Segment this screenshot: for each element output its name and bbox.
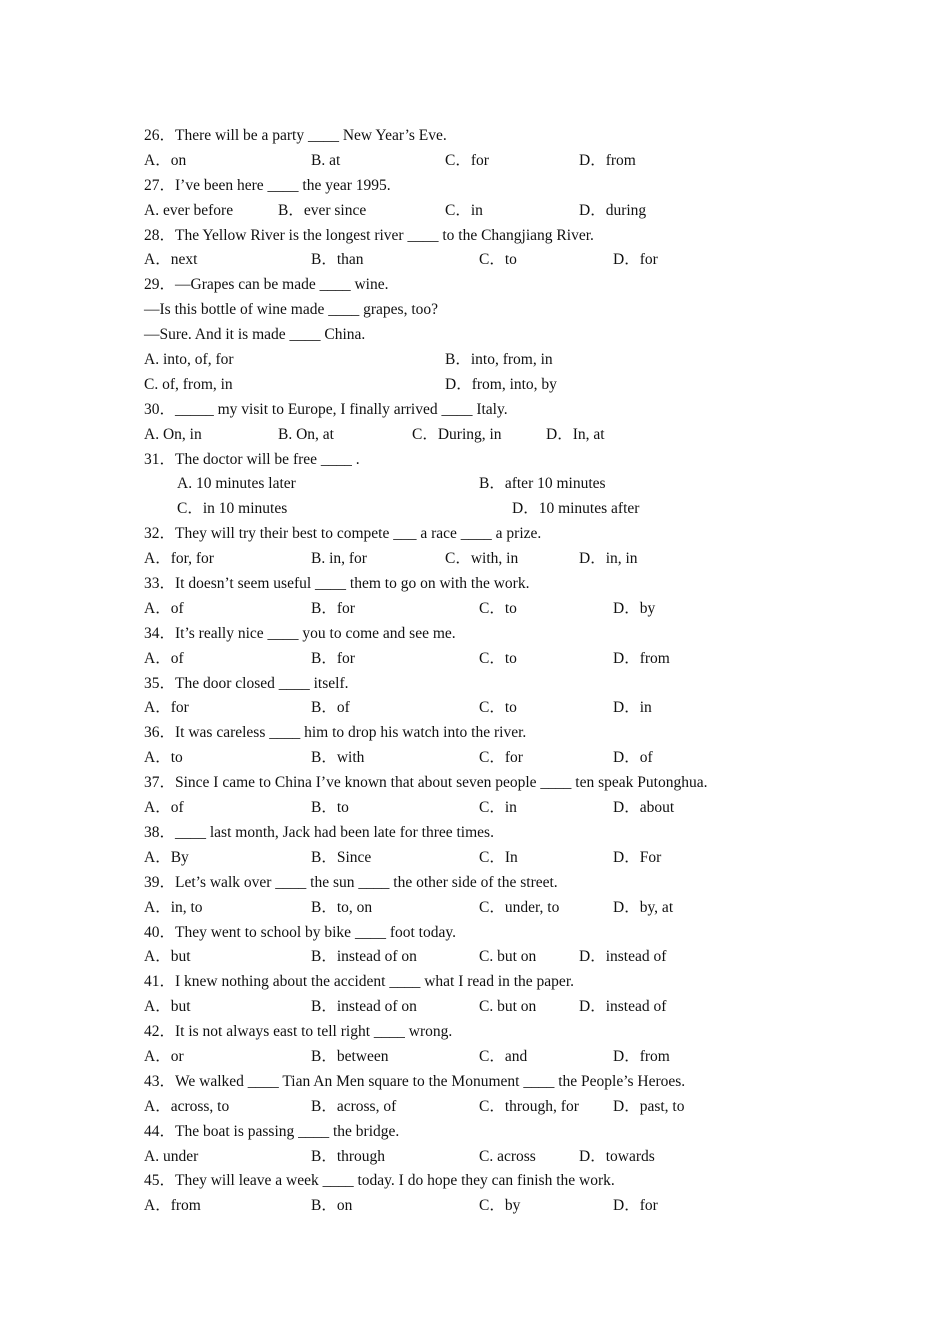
question-stem: 30．_____ my visit to Europe, I finally arrived ____ Italy. — [144, 400, 508, 418]
answer-options-row — [0, 846, 950, 871]
question-stem: 35．The door closed ____ itself. — [144, 674, 349, 692]
question-stem: 39．Let’s walk over ____ the sun ____ the other side of the street. — [144, 873, 558, 891]
answer-option: D．by, at — [613, 898, 674, 916]
answer-option: A. into, of, for — [144, 351, 234, 369]
question-item — [0, 871, 950, 921]
answer-options-row — [0, 1095, 950, 1120]
answer-option: B．for — [311, 649, 355, 667]
question-stem-line — [0, 224, 950, 249]
answer-option: C．in — [445, 201, 483, 219]
answer-option: D．For — [613, 848, 662, 866]
question-stem-line — [0, 124, 950, 149]
question-stem: 29．—Grapes can be made ____ wine. — [144, 276, 389, 294]
question-item — [0, 1020, 950, 1070]
question-stem: 26．There will be a party ____ New Year’s Eve. — [144, 127, 447, 144]
answer-option: D．for — [613, 251, 658, 269]
answer-option: D．for — [613, 1197, 658, 1215]
answer-option: A．but — [144, 998, 191, 1016]
question-stem: 45．They will leave a week ____ today. I do hope they can finish the work. — [144, 1172, 615, 1190]
answer-option: A．but — [144, 948, 191, 966]
question-stem: 28．The Yellow River is the longest river ____ to the Changjiang River. — [144, 226, 594, 244]
question-item — [0, 970, 950, 1020]
answer-options-row — [0, 497, 950, 522]
answer-option: D．past, to — [613, 1097, 685, 1115]
answer-option: B. in, for — [311, 550, 367, 568]
answer-option: C．In — [479, 848, 518, 866]
question-stem-line — [0, 398, 950, 423]
question-item — [0, 273, 950, 397]
answer-option: A．of — [144, 799, 184, 817]
answer-option: C．to — [479, 599, 517, 617]
answer-option: D．instead of — [579, 948, 667, 966]
answer-options-row — [0, 348, 950, 373]
answer-option: C. across — [479, 1147, 536, 1165]
answer-option: A．to — [144, 749, 183, 767]
answer-option: A. under — [144, 1147, 199, 1165]
question-stem: 32．They will try their best to compete ___ a race ____ a prize. — [144, 525, 542, 543]
answer-option: B．with — [311, 749, 365, 767]
question-stem: 31．The doctor will be free ____ . — [144, 450, 360, 468]
answer-option: D．from — [579, 151, 636, 169]
question-stem: 44．The boat is passing ____ the bridge. — [144, 1122, 400, 1140]
answer-option: D．from — [613, 1047, 670, 1065]
answer-option: C．with, in — [445, 550, 519, 568]
answer-option: B．across, of — [311, 1097, 397, 1115]
answer-option: B．of — [311, 699, 350, 717]
answer-option: D．from — [613, 649, 670, 667]
question-item — [0, 622, 950, 672]
answer-option: B．into, from, in — [445, 351, 553, 369]
question-item — [0, 1070, 950, 1120]
answer-option: A. 10 minutes later — [177, 475, 296, 493]
answer-option: C．for — [479, 749, 523, 767]
answer-option: B．between — [311, 1047, 389, 1065]
question-stem-line — [0, 323, 950, 348]
question-stem: 37．Since I came to China I’ve known that about seven people ____ ten speak Putonghua. — [144, 774, 708, 792]
answer-option: A．for, for — [144, 550, 214, 568]
question-stem-line — [0, 572, 950, 597]
answer-option: D．10 minutes after — [512, 500, 640, 518]
question-stem-line — [0, 672, 950, 697]
answer-option: D．in, in — [579, 550, 638, 568]
question-item — [0, 448, 950, 523]
answer-option: D．about — [613, 799, 675, 817]
answer-options-row — [0, 1194, 950, 1219]
answer-option: C．in 10 minutes — [177, 500, 288, 518]
answer-option: D．instead of — [579, 998, 667, 1016]
answer-option: B．to — [311, 799, 349, 817]
answer-options-row — [0, 597, 950, 622]
answer-options-row — [0, 547, 950, 572]
question-stem: 27．I’ve been here ____ the year 1995. — [144, 176, 391, 194]
answer-options-row — [0, 1045, 950, 1070]
answer-option: C．for — [445, 151, 489, 169]
question-stem-line — [0, 1169, 950, 1194]
answer-option: C．in — [479, 799, 517, 817]
answer-options-row — [0, 896, 950, 921]
answer-option: A．from — [144, 1197, 201, 1215]
answer-option: D．during — [579, 201, 647, 219]
answer-option: C. of, from, in — [144, 375, 233, 393]
answer-options-row — [0, 199, 950, 224]
answer-option: A. On, in — [144, 425, 202, 443]
question-item — [0, 672, 950, 722]
answer-option: B．instead of on — [311, 998, 417, 1016]
answer-option: B．through — [311, 1147, 386, 1165]
answer-option: B. at — [311, 151, 341, 169]
answer-options-row — [0, 746, 950, 771]
question-stem: 38．____ last month, Jack had been late for three times. — [144, 823, 494, 841]
question-stem-line — [0, 298, 950, 323]
question-stem-line — [0, 273, 950, 298]
answer-option: B．on — [311, 1197, 353, 1215]
dialogue-line: —Is this bottle of wine made ____ grapes, too? — [144, 301, 439, 319]
answer-option: A．of — [144, 599, 184, 617]
question-stem: 33．It doesn’t seem useful ____ them to go on with the work. — [144, 575, 530, 593]
question-stem-line — [0, 1120, 950, 1145]
answer-option: D．from, into, by — [445, 375, 557, 393]
exercise-list — [0, 124, 950, 1219]
question-stem: 42．It is not always east to tell right ____ wrong. — [144, 1023, 453, 1041]
answer-option: D．of — [613, 749, 653, 767]
question-item — [0, 1120, 950, 1170]
answer-option: C．under, to — [479, 898, 560, 916]
question-stem: 34．It’s really nice ____ you to come and see me. — [144, 624, 456, 642]
answer-option: C．and — [479, 1047, 528, 1065]
answer-option: D．by — [613, 599, 656, 617]
answer-options-row — [0, 945, 950, 970]
answer-option: A．By — [144, 848, 189, 866]
answer-option: D．in — [613, 699, 652, 717]
answer-option: C．to — [479, 649, 517, 667]
answer-option: A．on — [144, 151, 187, 169]
answer-option: B. On, at — [278, 425, 334, 443]
answer-options-row — [0, 472, 950, 497]
question-stem-line — [0, 448, 950, 473]
question-item — [0, 572, 950, 622]
answer-option: C．to — [479, 251, 517, 269]
answer-option: D．towards — [579, 1147, 655, 1165]
answer-option: B．than — [311, 251, 364, 269]
question-item — [0, 522, 950, 572]
question-stem: 40．They went to school by bike ____ foot today. — [144, 923, 456, 941]
question-item — [0, 174, 950, 224]
question-stem-line — [0, 821, 950, 846]
answer-option: A．of — [144, 649, 184, 667]
answer-option: A．or — [144, 1047, 184, 1065]
answer-option: B．Since — [311, 848, 372, 866]
question-item — [0, 1169, 950, 1219]
answer-option: B．instead of on — [311, 948, 417, 966]
answer-option: A. ever before — [144, 201, 234, 219]
answer-option: C．to — [479, 699, 517, 717]
question-stem-line — [0, 622, 950, 647]
question-item — [0, 771, 950, 821]
answer-options-row — [0, 647, 950, 672]
answer-option: C．by — [479, 1197, 521, 1215]
question-item — [0, 921, 950, 971]
answer-options-row — [0, 796, 950, 821]
question-stem-line — [0, 721, 950, 746]
question-stem-line — [0, 771, 950, 796]
question-item — [0, 124, 950, 174]
answer-option: C. but on — [479, 998, 537, 1016]
answer-option: A．in, to — [144, 898, 203, 916]
question-stem-line — [0, 174, 950, 199]
answer-option: C. but on — [479, 948, 537, 966]
question-item — [0, 398, 950, 448]
question-stem: 43．We walked ____ Tian An Men square to the Monument ____ the People’s Heroes. — [144, 1072, 686, 1090]
answer-option: B．to, on — [311, 898, 373, 916]
question-stem-line — [0, 871, 950, 896]
answer-option: B．after 10 minutes — [479, 475, 606, 493]
answer-option: D．In, at — [546, 425, 605, 443]
answer-options-row — [0, 149, 950, 174]
question-item — [0, 224, 950, 274]
question-item — [0, 821, 950, 871]
answer-options-row — [0, 1145, 950, 1170]
answer-option: C．through, for — [479, 1097, 579, 1115]
answer-options-row — [0, 423, 950, 448]
question-stem-line — [0, 1020, 950, 1045]
answer-option: B．ever since — [278, 201, 367, 219]
question-stem-line — [0, 522, 950, 547]
answer-options-row — [0, 696, 950, 721]
question-item — [0, 721, 950, 771]
answer-option: B．for — [311, 599, 355, 617]
question-stem: 41．I knew nothing about the accident ____ what I read in the paper. — [144, 973, 574, 991]
answer-option: A．next — [144, 251, 198, 269]
answer-options-row — [0, 995, 950, 1020]
question-stem-line — [0, 1070, 950, 1095]
answer-option: A．for — [144, 699, 189, 717]
dialogue-line: —Sure. And it is made ____ China. — [144, 326, 366, 344]
question-stem-line — [0, 970, 950, 995]
answer-options-row — [0, 373, 950, 398]
question-stem-line — [0, 921, 950, 946]
answer-option: A．across, to — [144, 1097, 230, 1115]
answer-option: C．During, in — [412, 425, 502, 443]
answer-options-row — [0, 248, 950, 273]
question-stem: 36．It was careless ____ him to drop his watch into the river. — [144, 724, 527, 742]
